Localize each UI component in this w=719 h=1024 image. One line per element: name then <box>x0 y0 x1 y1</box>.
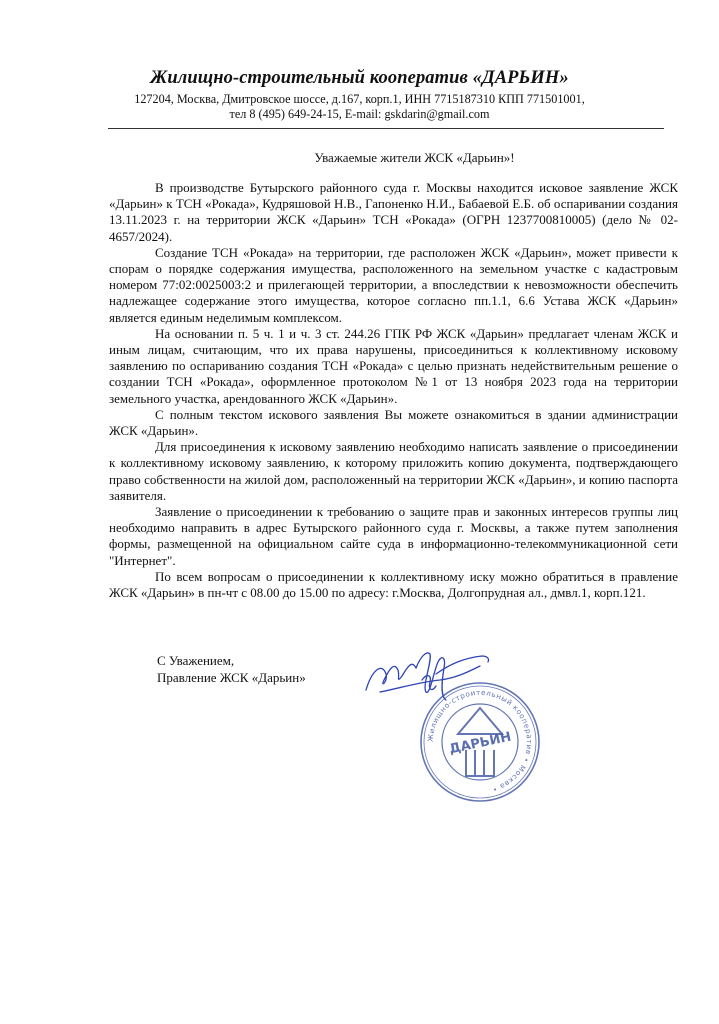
paragraph-full-text: С полным текстом искового заявления Вы можете ознакомиться в здании администрации ЖСК «Дарьин». <box>109 406 678 439</box>
header-divider <box>108 128 664 129</box>
greeting: Уважаемые жители ЖСК «Дарьин»! <box>314 150 515 165</box>
paragraph-lawsuit: В производстве Бутырского районного суда г. Москвы находится исковое заявление ЖСК «Дарьин» к ТСН «Рокада», Кудряшовой Н.В., Гапоненко Н.И., Бабаевой Е.Б. об оспаривании создания 13.11.2023 г. на территории ЖСК «Дарьин» ТСН «Рокада» (ОГРН 1237700810005) (дело № 02-4657/2024). <box>109 180 678 244</box>
closing-signatory: Правление ЖСК «Дарьин» <box>157 670 306 685</box>
paragraph-invitation: На основании п. 5 ч. 1 и ч. 3 ст. 244.26 ГПК РФ ЖСК «Дарьин» предлагает членам ЖСК и иным лицам, считающим, что их права нарушены, присоединиться к коллективному исковому заявлению по оспариванию создания ТСН «Рокада» с целью признать недействительным решение о создании ТСН «Рокада», оформленное протоколом №1 от 13 ноября 2023 года на территории земельного участка, арендованного ЖСК «Дарьин». <box>109 325 678 406</box>
svg-text:ДАРЬИН: ДАРЬИН <box>448 729 513 758</box>
svg-text:Жилищно-строительный кооперати: Жилищно-строительный кооператив • Москва • <box>425 687 535 795</box>
handwritten-signature <box>360 640 500 710</box>
paragraph-contacts: По всем вопросам о присоединении к коллективному иску можно обратиться в правление ЖСК «Дарьин» в пн-чт с 08.00 до 15.00 по адресу: г.Москва, Долгопрудная ал., дмвл.1, корп.121. <box>109 568 678 601</box>
org-title: Жилищно-строительный кооператив «ДАРЬИН» <box>150 68 569 88</box>
closing-regards: С Уважением, <box>157 653 235 668</box>
paragraph-risks: Создание ТСН «Рокада» на территории, где расположен ЖСК «Дарьин», может привести к спорам о порядке содержания имущества, расположенного на земельном участке с кадастровым номером 77:02:0025003:2 и прилегающей территории, а впоследствии к невозможности обеспечить надлежащее содержание этого имущества, которое согласно пп.1.1, 6.6 Устава ЖСК «Дарьин» является единым неделимым комплексом. <box>109 244 678 325</box>
paragraph-how-to-join: Для присоединения к исковому заявлению необходимо написать заявление о присоединении к коллективному исковому заявлению, к которому приложить копию документа, подтверждающего право собственности на жилой дом, расположенный на территории ЖСК «Дарьин», и копию паспорта заявителя. <box>109 439 678 503</box>
closing-block <box>157 652 306 686</box>
letter-body <box>109 180 678 601</box>
paragraph-submission: Заявление о присоединении к требованию о защите прав и законных интересов группы лиц необходимо направить в адрес Бутырского районного суда г. Москвы, а также путем заполнения формы, размещенной на официальном сайте суда в информационно-телекоммуникационной сети "Интернет". <box>109 504 678 568</box>
org-contact-line: тел 8 (495) 649-24-15, E-mail: gskdarin@gmail.com <box>229 107 490 121</box>
org-address-line: 127204, Москва, Дмитровское шоссе, д.167, корп.1, ИНН 7715187310 КПП 771501001, <box>134 92 585 106</box>
